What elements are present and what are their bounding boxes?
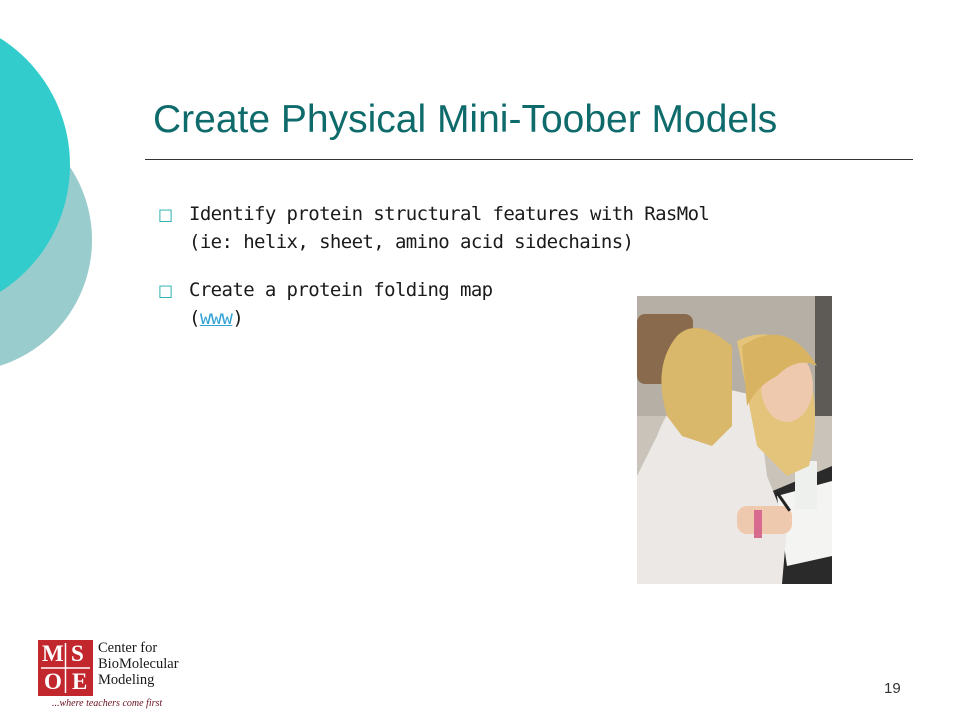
logo-text (98, 640, 179, 688)
logo-tagline: ...where teachers come first (52, 698, 163, 709)
title-divider (145, 159, 913, 160)
page-number: 19 (884, 680, 901, 697)
logo-text-line: BioMolecular (98, 656, 179, 672)
paren-close: ) (232, 307, 244, 329)
logo-text-line: Center for (98, 640, 158, 656)
logo-letter: E (72, 669, 88, 694)
logo-letters (38, 640, 93, 696)
logo-text-line: Modeling (98, 672, 155, 688)
bullet-item (158, 200, 798, 256)
slide-title: Create Physical Mini-Toober Models (153, 98, 778, 141)
bullet-text: Create a protein folding map (189, 279, 493, 301)
logo-letter: S (71, 641, 84, 666)
bullet-text: Identify protein structural features with RasMol (189, 203, 710, 225)
bullet-text: (ie: helix, sheet, amino acid sidechains) (189, 231, 634, 253)
paren-open: ( (189, 307, 200, 329)
square-bullet-icon: □ (158, 281, 174, 300)
student-photo (637, 296, 832, 584)
www-link[interactable]: www (199, 307, 233, 329)
square-bullet-icon: □ (158, 205, 174, 224)
logo-letter: O (44, 669, 62, 694)
msoe-cbm-logo (38, 637, 198, 709)
logo-letter: M (42, 641, 64, 666)
